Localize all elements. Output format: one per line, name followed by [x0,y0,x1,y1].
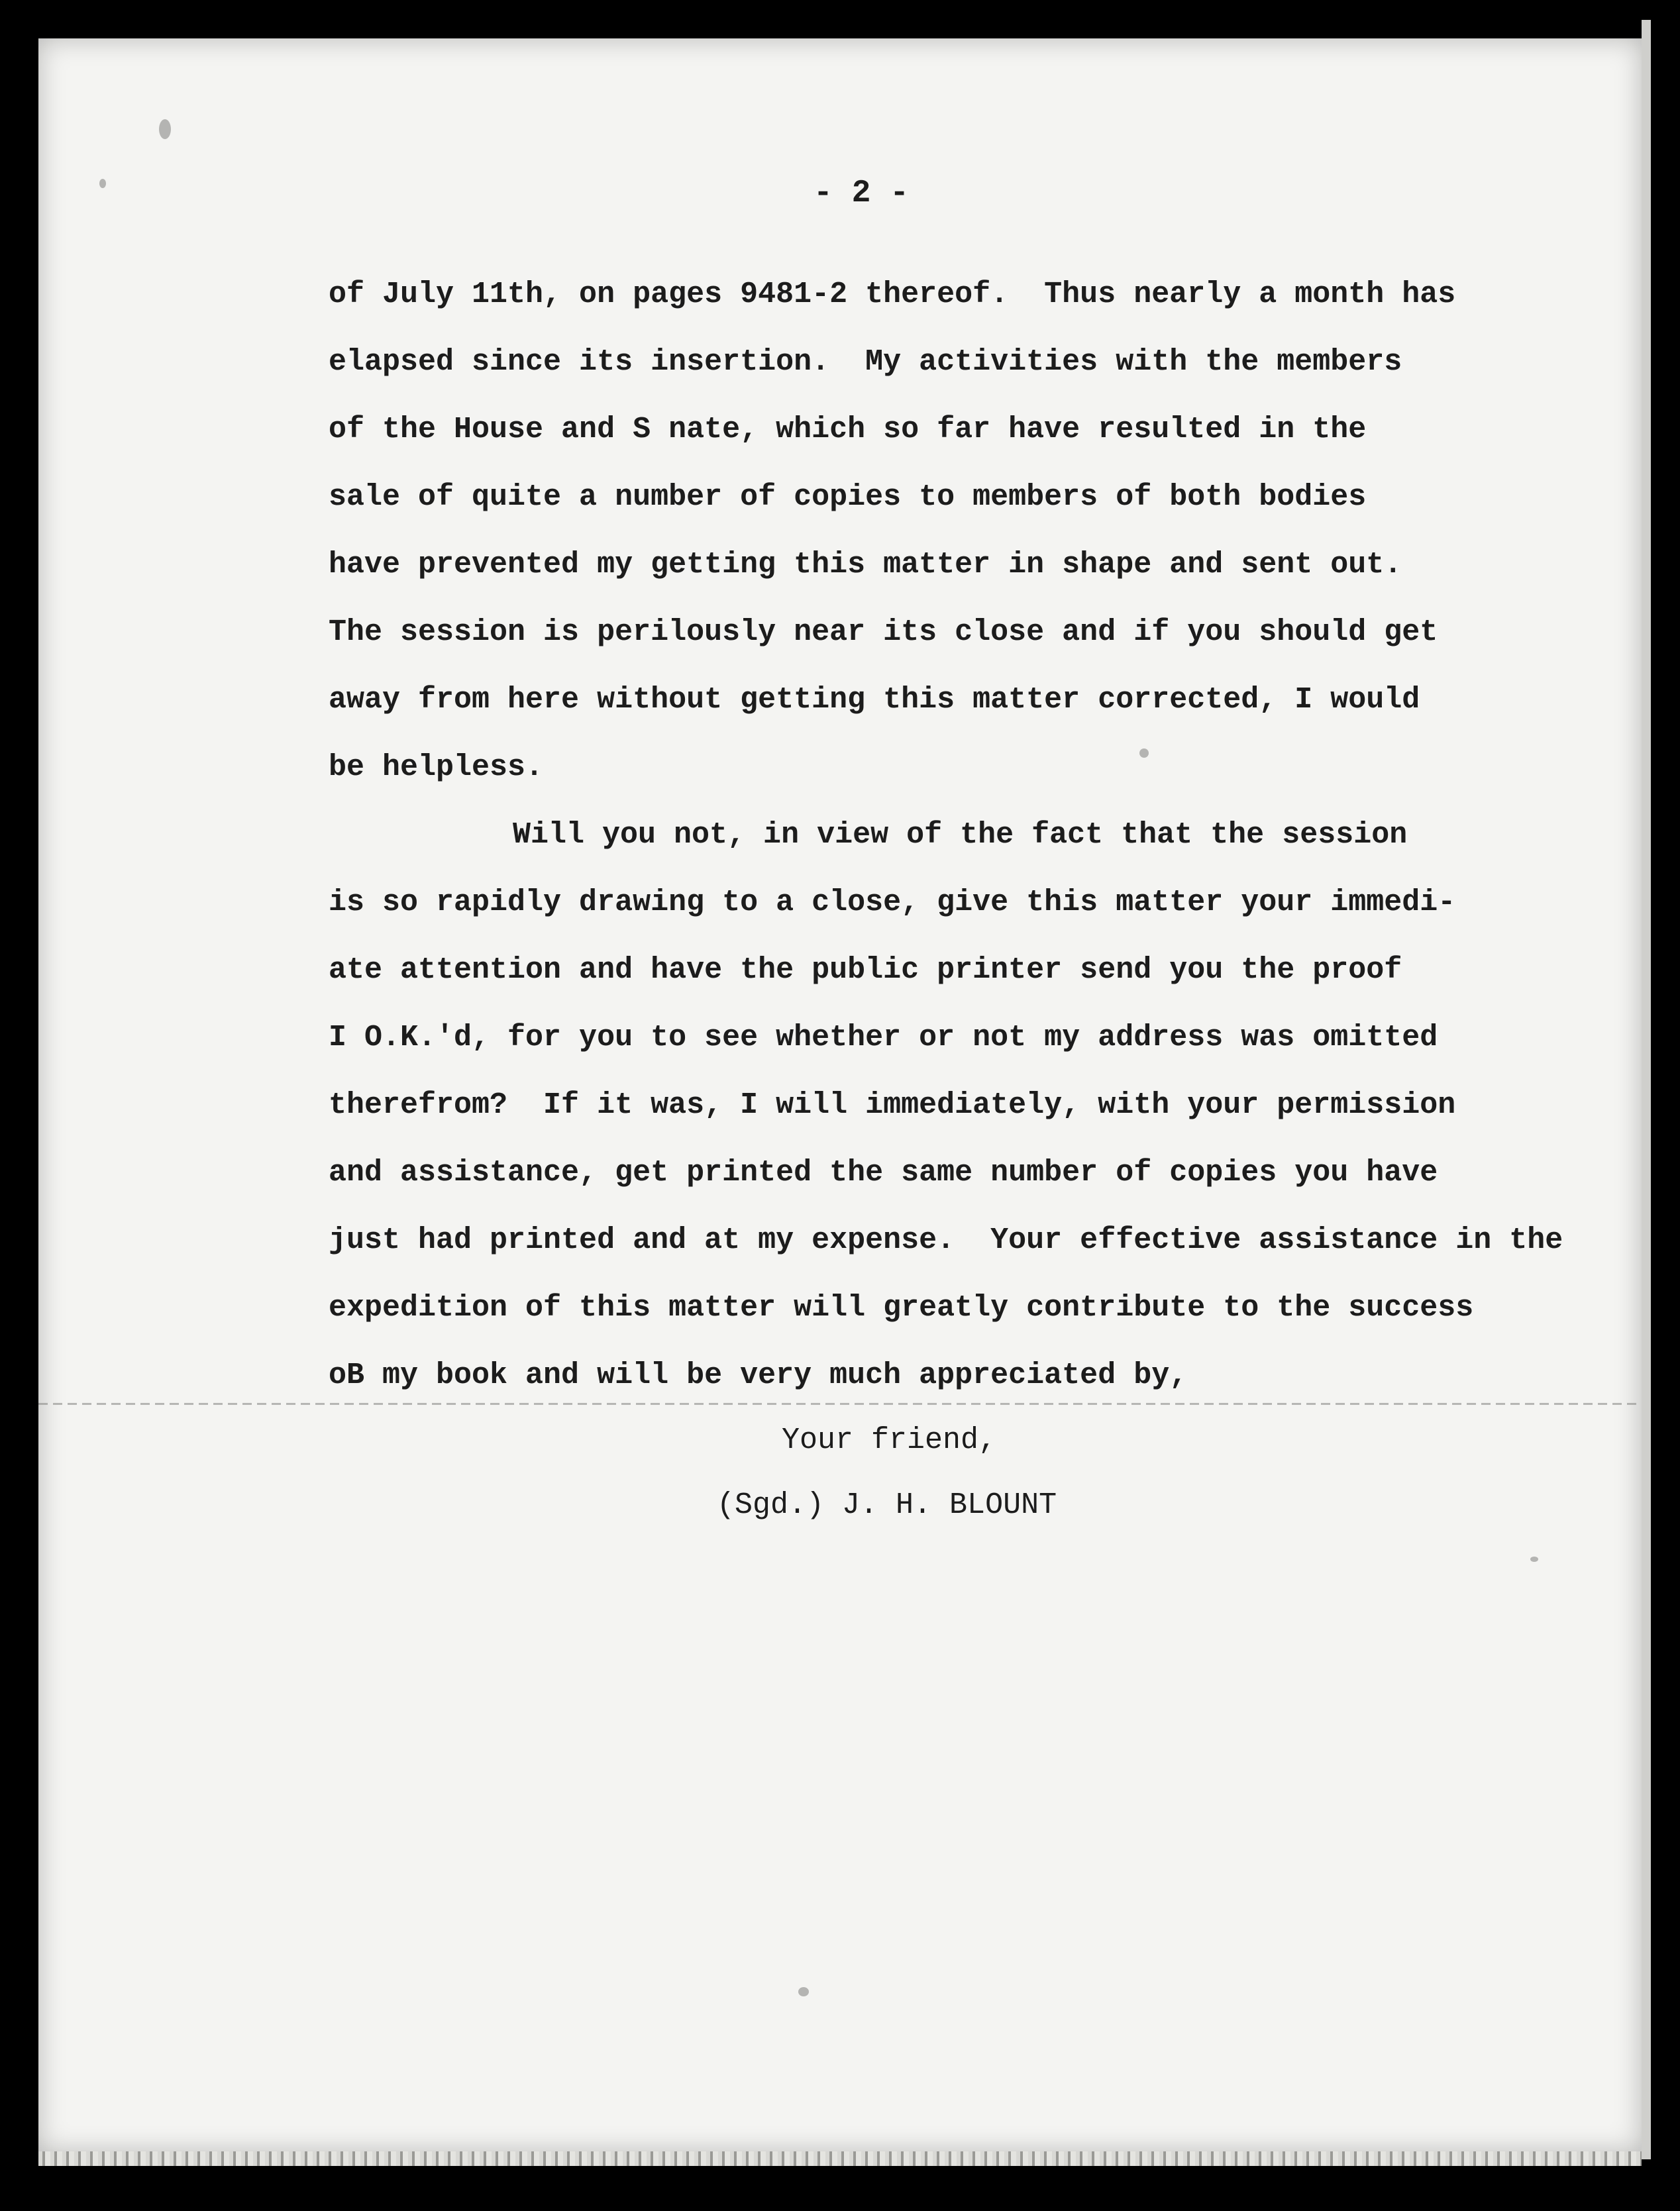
ink-speck [159,119,171,139]
body-line: be helpless. [329,750,544,784]
body-line: ate attention and have the public printer send you the proof [329,953,1402,987]
closing-line: Your friend, [782,1423,997,1457]
signature-line: (Sgd.) J. H. BLOUNT [717,1488,1057,1522]
ink-speck [99,179,106,188]
body-line: The session is perilously near its close and if you should get [329,615,1438,649]
body-line: and assistance, get printed the same number of copies you have [329,1156,1438,1190]
fold-crease [38,1403,1642,1405]
ink-speck [1530,1557,1538,1562]
body-line: oB my book and will be very much appreciated by, [329,1359,1188,1392]
body-line: just had printed and at my expense. Your effective assistance in the [329,1223,1563,1257]
body-line: therefrom? If it was, I will immediately, with your permission [329,1088,1456,1122]
body-line: have prevented my getting this matter in shape and sent out. [329,548,1402,582]
body-line: elapsed since its insertion. My activities with the members [329,345,1402,379]
body-line: of July 11th, on pages 9481-2 thereof. Thus nearly a month has [329,278,1456,311]
body-line: of the House and S nate, which so far have resulted in the [329,413,1367,446]
ink-speck [1139,748,1149,758]
body-line: sale of quite a number of copies to members of both bodies [329,480,1367,514]
page-number: - 2 - [814,176,910,211]
paper-edge-bottom [38,2151,1642,2166]
body-line: away from here without getting this matter corrected, I would [329,683,1420,717]
body-line: I O.K.'d, for you to see whether or not my address was omitted [329,1021,1438,1054]
ink-speck [798,1987,809,1996]
body-line: Will you not, in view of the fact that the session [513,818,1408,852]
body-line: expedition of this matter will greatly contribute to the success [329,1291,1474,1325]
paper-edge-right [1642,20,1651,2159]
body-line: is so rapidly drawing to a close, give this matter your immedi- [329,886,1456,919]
